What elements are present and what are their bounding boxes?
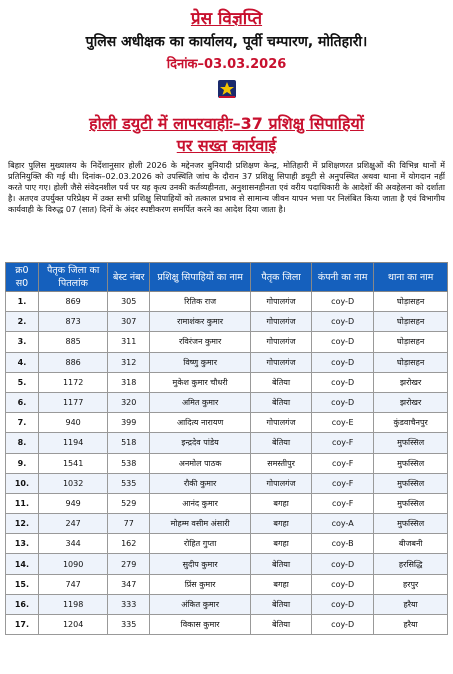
trainee-name-cell: आनंद कुमार [150, 493, 251, 513]
best-number-cell: 347 [108, 574, 150, 594]
sno-cell: 10. [6, 473, 39, 493]
table-row [6, 332, 448, 352]
sno-cell: 5. [6, 372, 39, 392]
sno-cell: 9. [6, 453, 39, 473]
police-station-cell: मुफस्सिल [374, 433, 448, 453]
police-station-cell: मुफस्सिल [374, 453, 448, 473]
police-station-cell: मुफस्सिल [374, 514, 448, 534]
company-cell: coy-D [312, 392, 374, 412]
district-number-cell: 1198 [38, 594, 108, 614]
district-number-cell: 940 [38, 413, 108, 433]
best-number-cell: 535 [108, 473, 150, 493]
district-number-cell: 747 [38, 574, 108, 594]
trainee-name-cell: अंकित कुमार [150, 594, 251, 614]
trainee-name-cell: प्रिंस कुमार [150, 574, 251, 594]
trainee-name-cell: इन्द्रदेव पांडेय [150, 433, 251, 453]
police-station-cell: झरोखर [374, 392, 448, 412]
police-station-cell: हरैया [374, 615, 448, 635]
company-cell: coy-F [312, 473, 374, 493]
district-number-cell: 949 [38, 493, 108, 513]
home-district-cell: गोपालगंज [251, 292, 312, 312]
trainee-name-cell: रितिक राज [150, 292, 251, 312]
table-row [6, 433, 448, 453]
trainee-name-cell: रोहित गुप्ता [150, 534, 251, 554]
home-district-cell: बगहा [251, 514, 312, 534]
table-row [6, 352, 448, 372]
table-row [6, 615, 448, 635]
district-number-cell: 869 [38, 292, 108, 312]
sno-cell: 12. [6, 514, 39, 534]
headline-line-2: पर सख्त कार्रवाई [176, 136, 277, 155]
best-number-cell: 538 [108, 453, 150, 473]
sno-cell: 15. [6, 574, 39, 594]
company-cell: coy-D [312, 554, 374, 574]
best-number-cell: 518 [108, 433, 150, 453]
table-row [6, 534, 448, 554]
district-number-cell: 1172 [38, 372, 108, 392]
district-number-cell: 885 [38, 332, 108, 352]
best-number-cell: 318 [108, 372, 150, 392]
company-cell: coy-F [312, 493, 374, 513]
sno-cell: 4. [6, 352, 39, 372]
home-district-cell: बगहा [251, 574, 312, 594]
trainee-name-cell: रविरंजन कुमार [150, 332, 251, 352]
best-number-cell: 333 [108, 594, 150, 614]
best-number-cell: 279 [108, 554, 150, 574]
best-number-cell: 77 [108, 514, 150, 534]
sno-cell: 3. [6, 332, 39, 352]
company-cell: coy-F [312, 433, 374, 453]
table-row [6, 292, 448, 312]
police-station-cell: मुफस्सिल [374, 473, 448, 493]
company-cell: coy-D [312, 312, 374, 332]
best-number-cell: 307 [108, 312, 150, 332]
table-row [6, 493, 448, 513]
best-number-cell: 320 [108, 392, 150, 412]
trainee-list-table [5, 262, 448, 635]
trainee-name-cell: मुकेश कुमार चौधरी [150, 372, 251, 392]
home-district-cell: गोपालगंज [251, 413, 312, 433]
district-number-cell: 1090 [38, 554, 108, 574]
best-number-cell: 335 [108, 615, 150, 635]
home-district-cell: बेतिया [251, 392, 312, 412]
table-header-row [6, 263, 448, 292]
company-cell: coy-D [312, 594, 374, 614]
police-station-cell: घोड़ासहन [374, 352, 448, 372]
trainee-name-cell: आदित्य नारायण [150, 413, 251, 433]
sno-cell: 16. [6, 594, 39, 614]
home-district-cell: गोपालगंज [251, 473, 312, 493]
sno-cell: 17. [6, 615, 39, 635]
table-row [6, 392, 448, 412]
police-station-cell: हरपुर [374, 574, 448, 594]
home-district-cell: बेतिया [251, 433, 312, 453]
police-station-cell: हरैया [374, 594, 448, 614]
police-station-cell: हरसिद्धि [374, 554, 448, 574]
company-cell: coy-B [312, 534, 374, 554]
body-paragraph: बिहार पुलिस मुख्यालय के निर्देशानुसार होली 2026 के मद्देनजर बुनियादी प्रशिक्षण केन्द्र, मोतिहारी में प्रशिक्षणरत प्रशिक्षुओं की विभिन्न थानों में प्रतिनियुक्ति की गई थी। दिनांक–02.03.2026 को उपस्थिति जांच के दौरान 37 प्रशिक्षु सिपाही डयूटी से अनुपस्थित अथवा थाना में योगदान नहीं करते पाए गए। होली जैसे संवेदनशील पर्व पर यह कृत्य उनकी कर्तव्यहीनता, अनुशासनहीनता एवं वरीय पदाधिकारी के आदेशों की अवहेलना को दर्शाता है। अतएव उपर्युक्त परिप्रेक्ष्य में उक्त सभी प्रशिक्षु सिपाहियों को तत्काल प्रभाव से सामान्य जीवन यापन भत्ता पर निलंबित किया जाता है एवं विभागीय कार्यवाही के विरुद्ध 07 (सात) दिनों के अंदर स्पष्टीकरण समर्पित करने का आदेश दिया जाता है। [8, 160, 445, 214]
best-number-cell: 399 [108, 413, 150, 433]
company-cell: coy-D [312, 332, 374, 352]
office-name: पुलिस अधीक्षक का कार्यालय, पूर्वी चम्पारण, मोतिहारी। [85, 34, 368, 50]
district-number-cell: 1032 [38, 473, 108, 493]
table-row [6, 372, 448, 392]
company-cell: coy-D [312, 574, 374, 594]
district-number-cell: 1194 [38, 433, 108, 453]
press-release-title: प्रेस विज्ञप्ति [190, 9, 263, 29]
police-station-cell: मुफस्सिल [374, 493, 448, 513]
company-cell: coy-D [312, 292, 374, 312]
trainee-name-cell: अनमोल पाठक [150, 453, 251, 473]
headline [0, 113, 453, 157]
district-number-cell: 873 [38, 312, 108, 332]
col-header-company: कंपनी का नाम [312, 263, 374, 292]
police-station-cell: घोड़ासहन [374, 312, 448, 332]
district-number-cell: 247 [38, 514, 108, 534]
district-number-cell: 1177 [38, 392, 108, 412]
company-cell: coy-D [312, 372, 374, 392]
home-district-cell: बेतिया [251, 372, 312, 392]
home-district-cell: गोपालगंज [251, 352, 312, 372]
table-row [6, 312, 448, 332]
col-header-trainee-name: प्रशिक्षु सिपाहियों का नाम [150, 263, 251, 292]
trainee-name-cell: अमित कुमार [150, 392, 251, 412]
best-number-cell: 529 [108, 493, 150, 513]
best-number-cell: 311 [108, 332, 150, 352]
sno-cell: 1. [6, 292, 39, 312]
trainee-name-cell: सुदीप कुमार [150, 554, 251, 574]
district-number-cell: 1541 [38, 453, 108, 473]
district-number-cell: 1204 [38, 615, 108, 635]
sno-cell: 14. [6, 554, 39, 574]
sno-cell: 13. [6, 534, 39, 554]
col-header-district-number: पैतृक जिला का पितलांक [38, 263, 108, 292]
sno-cell: 8. [6, 433, 39, 453]
home-district-cell: बेतिया [251, 554, 312, 574]
home-district-cell: बेतिया [251, 594, 312, 614]
table-row [6, 574, 448, 594]
table-body [6, 292, 448, 635]
trainee-name-cell: रौकी कुमार [150, 473, 251, 493]
table-row [6, 514, 448, 534]
company-cell: coy-E [312, 413, 374, 433]
col-header-home-district: पैतृक जिला [251, 263, 312, 292]
home-district-cell: गोपालगंज [251, 332, 312, 352]
home-district-cell: बेतिया [251, 615, 312, 635]
col-header-police-station: थाना का नाम [374, 263, 448, 292]
best-number-cell: 162 [108, 534, 150, 554]
headline-line-1: होली डयुटी में लापरवाहीः–37 प्रशिक्षु सिपाहियों [89, 114, 364, 133]
table-row [6, 473, 448, 493]
district-number-cell: 886 [38, 352, 108, 372]
best-number-cell: 305 [108, 292, 150, 312]
col-header-best-number: बेस्ट नंबर [108, 263, 150, 292]
police-station-cell: घोड़ासहन [374, 292, 448, 312]
company-cell: coy-D [312, 352, 374, 372]
police-station-cell: कुंडवाचैनपुर [374, 413, 448, 433]
police-station-cell: घोड़ासहन [374, 332, 448, 352]
home-district-cell: बगहा [251, 493, 312, 513]
sno-cell: 6. [6, 392, 39, 412]
trainee-name-cell: विष्णु कुमार [150, 352, 251, 372]
best-number-cell: 312 [108, 352, 150, 372]
trainee-name-cell: विकास कुमार [150, 615, 251, 635]
home-district-cell: बगहा [251, 534, 312, 554]
police-emblem-icon [216, 78, 238, 100]
table-row [6, 413, 448, 433]
table-row [6, 453, 448, 473]
police-station-cell: बीजबनी [374, 534, 448, 554]
home-district-cell: गोपालगंज [251, 312, 312, 332]
company-cell: coy-F [312, 453, 374, 473]
sno-cell: 7. [6, 413, 39, 433]
sno-cell: 2. [6, 312, 39, 332]
trainee-name-cell: मोहम्म वसीम अंसारी [150, 514, 251, 534]
sno-cell: 11. [6, 493, 39, 513]
district-number-cell: 344 [38, 534, 108, 554]
release-date: दिनांक–03.03.2026 [166, 57, 287, 72]
table-row [6, 594, 448, 614]
table-row [6, 554, 448, 574]
trainee-name-cell: रामाशंकर कुमार [150, 312, 251, 332]
col-header-sno: क्र0 स0 [6, 263, 39, 292]
home-district-cell: समस्तीपुर [251, 453, 312, 473]
police-station-cell: झरोखर [374, 372, 448, 392]
company-cell: coy-D [312, 615, 374, 635]
company-cell: coy-A [312, 514, 374, 534]
